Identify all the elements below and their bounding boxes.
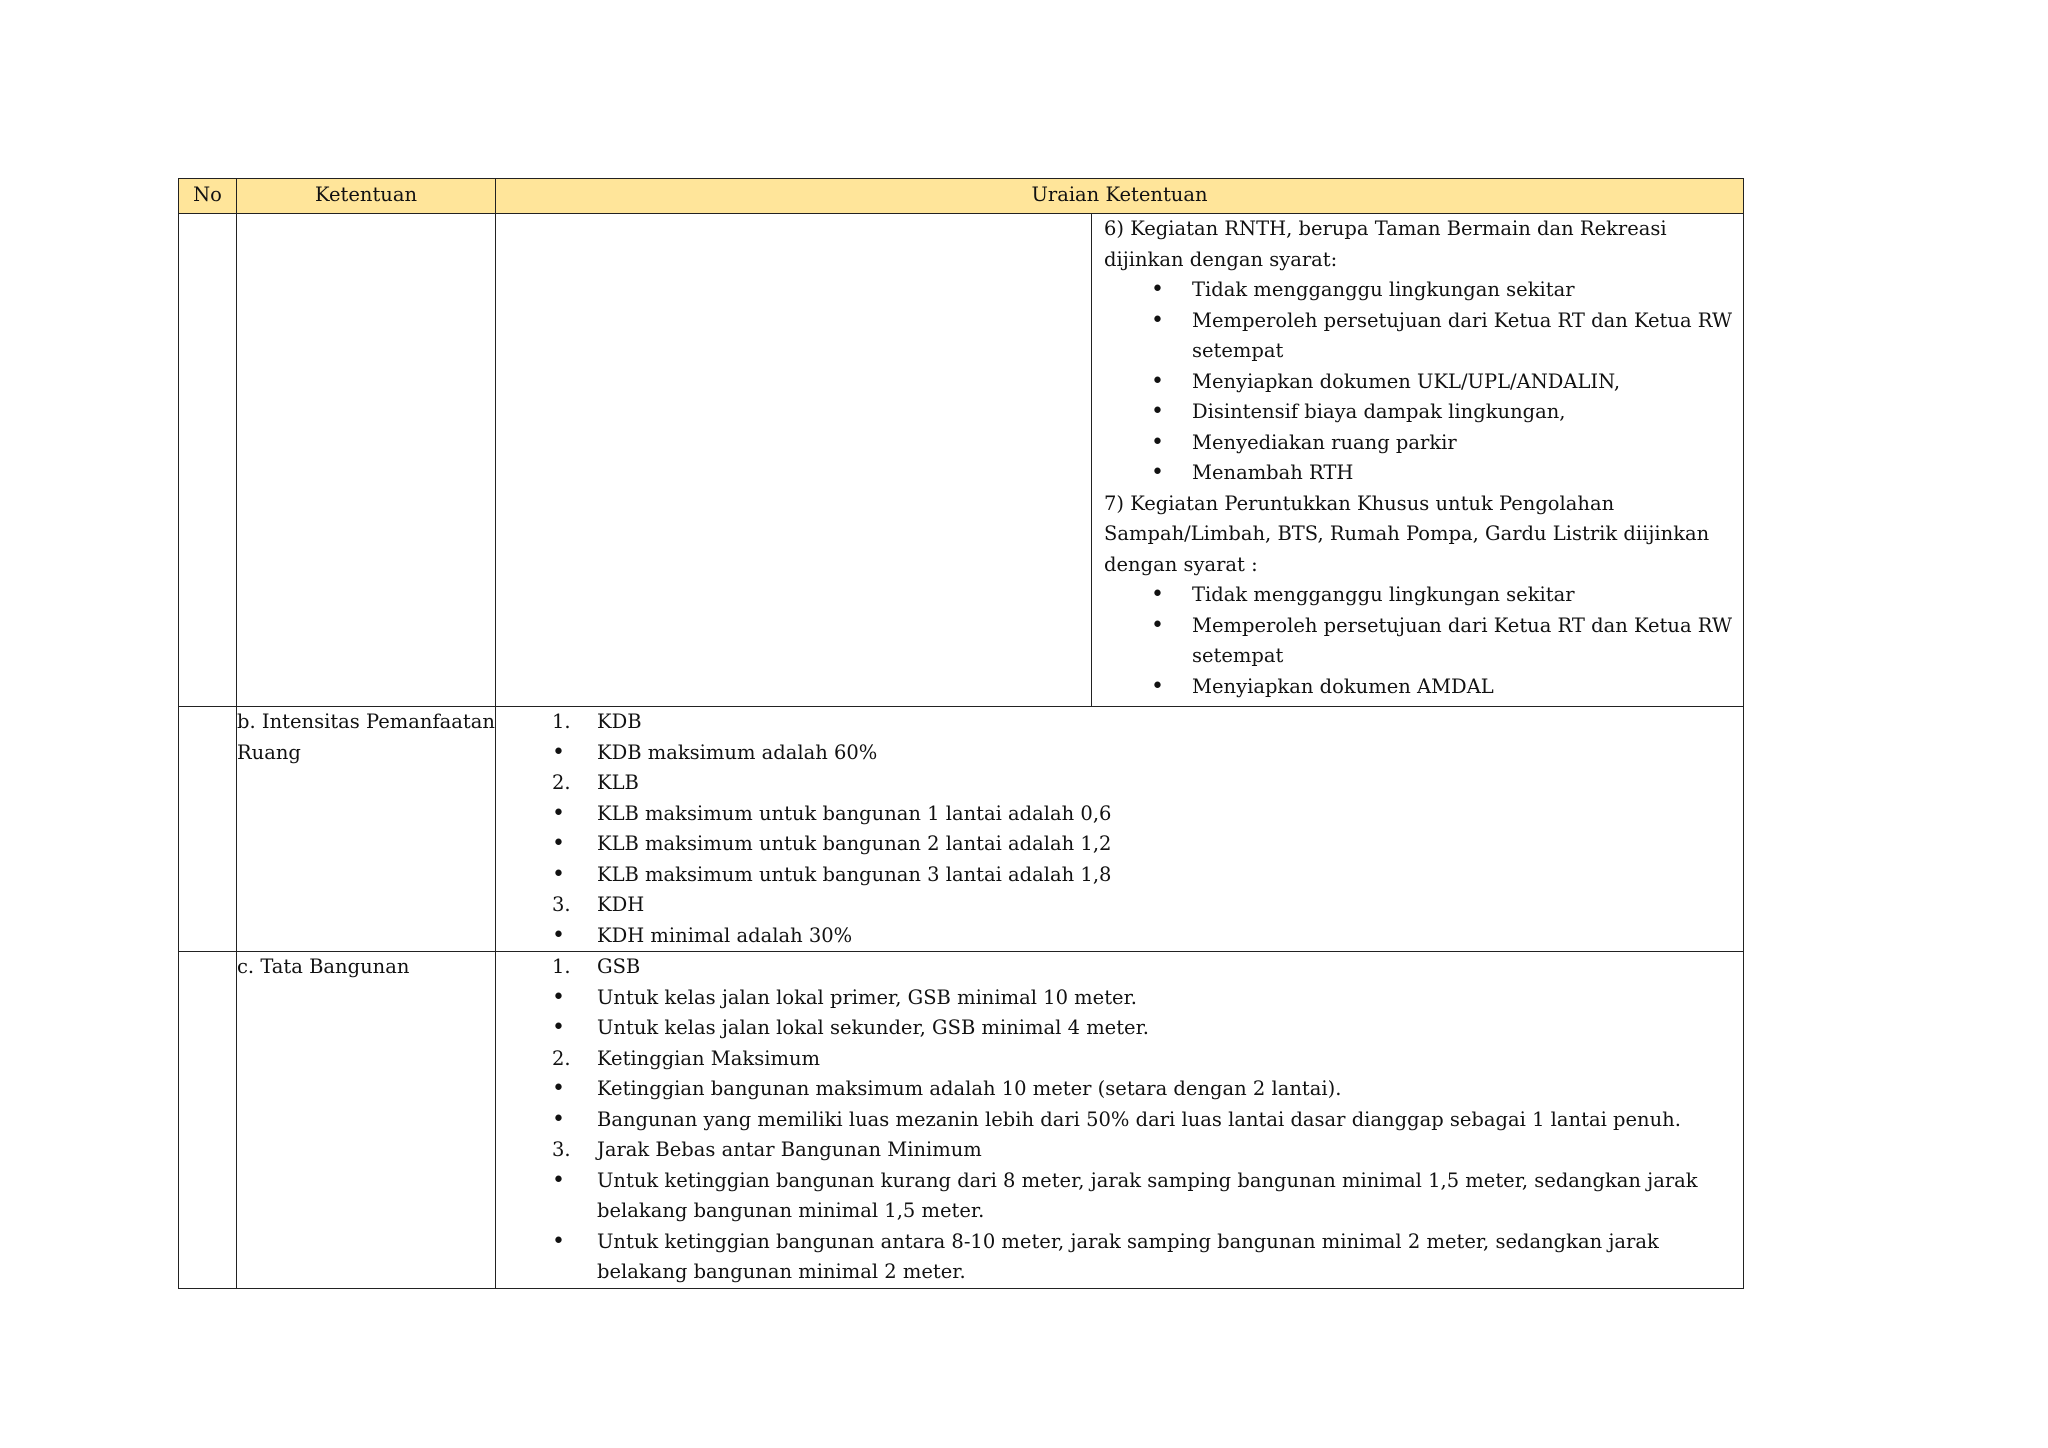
list-item-text: Untuk kelas jalan lokal sekunder, GSB minimal 4 meter. <box>597 1016 1149 1039</box>
header-row <box>179 179 1744 214</box>
list-marker: • <box>552 1228 565 1254</box>
table-row <box>179 707 1744 952</box>
list-item-text: GSB <box>597 955 641 978</box>
list-item: • Tidak mengganggu lingkungan sekitar <box>1192 275 1735 306</box>
list-item: • Memperoleh persetujuan dari Ketua RT dan Ketua RW setempat <box>1192 306 1735 367</box>
list-item-text: KDH <box>597 893 645 916</box>
row1-ketentuan-cell <box>237 214 496 707</box>
table-row <box>179 952 1744 1289</box>
header-no: No <box>179 179 237 214</box>
list-item-text: KLB <box>597 771 639 794</box>
list-item-text: Ketinggian Maksimum <box>597 1046 820 1070</box>
row2-ketentuan-cell <box>237 707 496 952</box>
list-item <box>552 890 1743 921</box>
row3-ketentuan-label: c. Tata Bangunan <box>237 955 410 978</box>
list-item-text: KDH minimal adalah 30% <box>597 923 853 947</box>
regulation-table <box>178 178 1744 1289</box>
row1-uraian-cell <box>496 214 1744 707</box>
list-item <box>552 921 1743 952</box>
list-marker: 3. <box>552 893 571 916</box>
paragraph-6: 6) Kegiatan RNTH, berupa Taman Bermain dan Rekreasi dijinkan dengan syarat: <box>1104 217 1667 271</box>
list-item-text: Bangunan yang memiliki luas mezanin lebih dari 50% dari luas lantai dasar dianggap sebagai 1 lantai penuh. <box>597 1107 1681 1131</box>
table-row <box>179 214 1744 707</box>
list-marker: 2. <box>552 1046 571 1070</box>
row3-uraian-cell <box>496 952 1744 1289</box>
list-marker: 2. <box>552 771 571 794</box>
list-item <box>552 799 1743 830</box>
list-item <box>552 1105 1743 1136</box>
row2-uraian-cell <box>496 707 1744 952</box>
list-marker: • <box>552 739 565 765</box>
list-item-text: Jarak Bebas antar Bangunan Minimum <box>597 1138 982 1161</box>
list-item: • Tidak mengganggu lingkungan sekitar <box>1192 580 1735 611</box>
list-marker: • <box>552 861 565 887</box>
list-item <box>552 860 1743 891</box>
list-item: • Menyiapkan dokumen UKL/UPL/ANDALIN, <box>1192 367 1735 398</box>
list-item-text: Untuk kelas jalan lokal primer, GSB minimal 10 meter. <box>597 985 1137 1009</box>
list-item <box>552 1227 1743 1288</box>
list-item <box>552 1013 1743 1044</box>
list-marker: 3. <box>552 1138 571 1161</box>
list-item: • Disintensif biaya dampak lingkungan, <box>1192 397 1735 428</box>
list-item-text: KLB maksimum untuk bangunan 1 lantai adalah 0,6 <box>597 801 1112 825</box>
list-item: • Menyiapkan dokumen AMDAL <box>1192 672 1735 703</box>
list-item <box>552 829 1743 860</box>
bullet-list-6 <box>1104 275 1735 489</box>
list-item <box>552 707 1743 738</box>
row2-item-list <box>496 707 1743 951</box>
header-ketentuan: Ketentuan <box>237 179 496 214</box>
list-item <box>552 1074 1743 1105</box>
row1-no-cell <box>179 214 237 707</box>
list-item: • Menambah RTH <box>1192 458 1735 489</box>
list-item-text: Ketinggian bangunan maksimum adalah 10 meter (setara dengan 2 lantai). <box>597 1077 1342 1100</box>
list-item-text: KLB maksimum untuk bangunan 2 lantai adalah 1,2 <box>597 832 1112 855</box>
paragraph-7: 7) Kegiatan Peruntukkan Khusus untuk Pengolahan Sampah/Limbah, BTS, Rumah Pompa, Gardu Listrik diijinkan dengan syarat : <box>1104 491 1710 576</box>
list-item <box>552 983 1743 1014</box>
row2-no-cell <box>179 707 237 952</box>
list-item <box>552 768 1743 799</box>
list-marker: • <box>552 831 565 856</box>
list-item <box>552 738 1743 769</box>
list-marker: 1. <box>552 955 571 978</box>
list-marker: 1. <box>552 710 571 733</box>
row2-ketentuan-label: b. Intensitas Pemanfaatan Ruang <box>237 710 495 764</box>
list-marker: • <box>552 984 565 1010</box>
list-item <box>552 1044 1743 1075</box>
list-item <box>552 952 1743 983</box>
list-marker: • <box>552 1167 565 1193</box>
list-item <box>552 1135 1743 1166</box>
list-marker: • <box>552 800 565 826</box>
bullet-list-7 <box>1104 580 1735 702</box>
list-marker: • <box>552 1106 565 1132</box>
row3-ketentuan-cell <box>237 952 496 1289</box>
list-item-text: KLB maksimum untuk bangunan 3 lantai adalah 1,8 <box>597 862 1112 886</box>
header-uraian-ketentuan: Uraian Ketentuan <box>496 179 1744 214</box>
list-item-text: Untuk ketinggian bangunan kurang dari 8 meter, jarak samping bangunan minimal 1,5 meter, sedangkan jarak belakang bangunan minimal 1,5 meter. <box>597 1168 1698 1222</box>
list-item <box>552 1166 1743 1227</box>
list-item-text: Untuk ketinggian bangunan antara 8-10 meter, jarak samping bangunan minimal 2 meter, sedangkan jarak belakang bangunan minimal 2 meter. <box>597 1229 1659 1283</box>
list-item: • Memperoleh persetujuan dari Ketua RT dan Ketua RW setempat <box>1192 611 1735 672</box>
list-marker: • <box>552 922 565 948</box>
list-marker: • <box>552 1076 565 1101</box>
list-marker: • <box>552 1015 565 1040</box>
row3-no-cell <box>179 952 237 1289</box>
row3-item-list <box>496 952 1743 1288</box>
row1-right-text-cell <box>1092 214 1744 706</box>
row1-left-blank-cell <box>496 214 1092 706</box>
list-item-text: KDB maksimum adalah 60% <box>597 740 878 764</box>
list-item-text: KDB <box>597 710 642 733</box>
list-item: • Menyediakan ruang parkir <box>1192 428 1735 459</box>
row1-split-table <box>496 214 1743 706</box>
